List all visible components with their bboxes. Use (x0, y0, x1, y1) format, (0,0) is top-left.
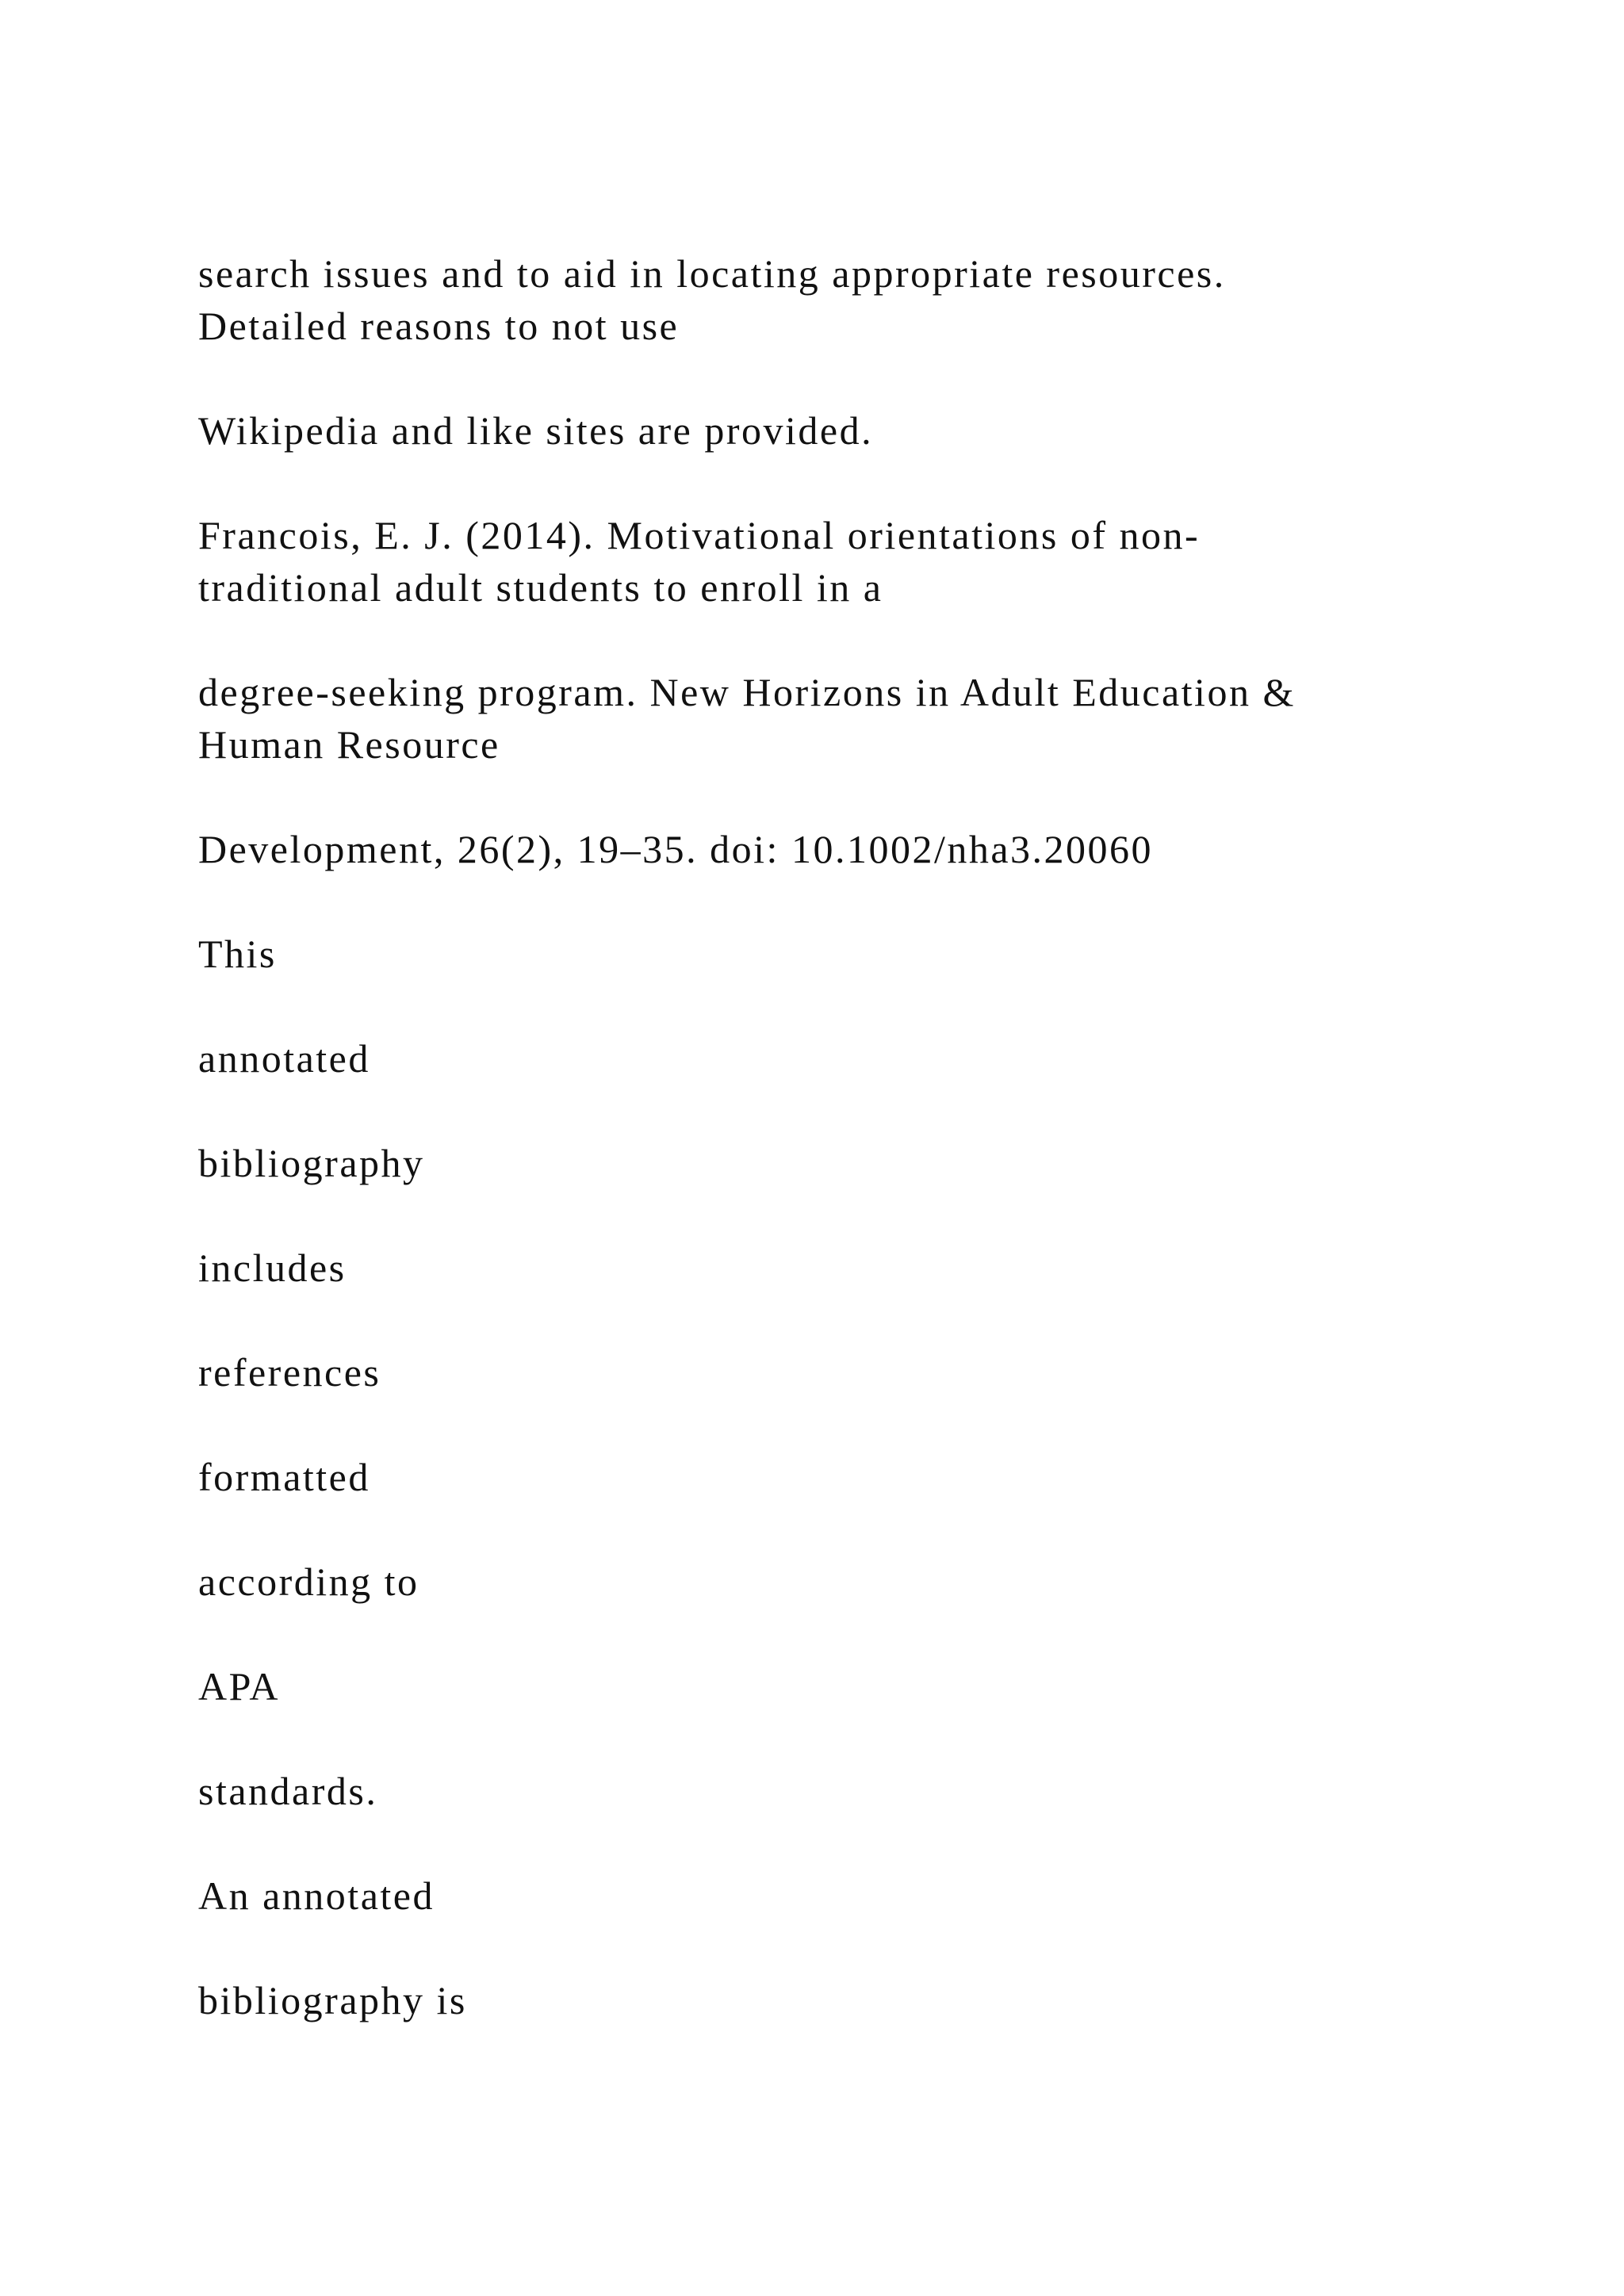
text-line: according to (198, 1559, 419, 1604)
text-line: Detailed reasons to not use (198, 304, 680, 348)
text-line: An annotated (198, 1873, 435, 1918)
text-line: annotated (198, 1036, 370, 1081)
text-line: APA (198, 1664, 280, 1709)
text-line: references (198, 1350, 381, 1395)
text-line: degree-seeking program. New Horizons in Adult Education & (198, 670, 1296, 714)
text-line: Wikipedia and like sites are provided. (198, 408, 874, 453)
text-line: includes (198, 1246, 347, 1290)
text-line: bibliography (198, 1141, 425, 1185)
text-line: Development, 26(2), 19–35. doi: 10.1002/nha3.20060 (198, 827, 1154, 871)
text-line: standards. (198, 1769, 378, 1813)
text-line: This (198, 932, 277, 976)
text-line: bibliography is (198, 1978, 467, 2022)
text-line: formatted (198, 1455, 370, 1499)
text-line: Human Resource (198, 722, 500, 767)
text-line: search issues and to aid in locating appropriate resources. (198, 251, 1226, 296)
text-line: Francois, E. J. (2014). Motivational orientations of non- (198, 513, 1201, 557)
text-line: traditional adult students to enroll in a (198, 565, 883, 610)
